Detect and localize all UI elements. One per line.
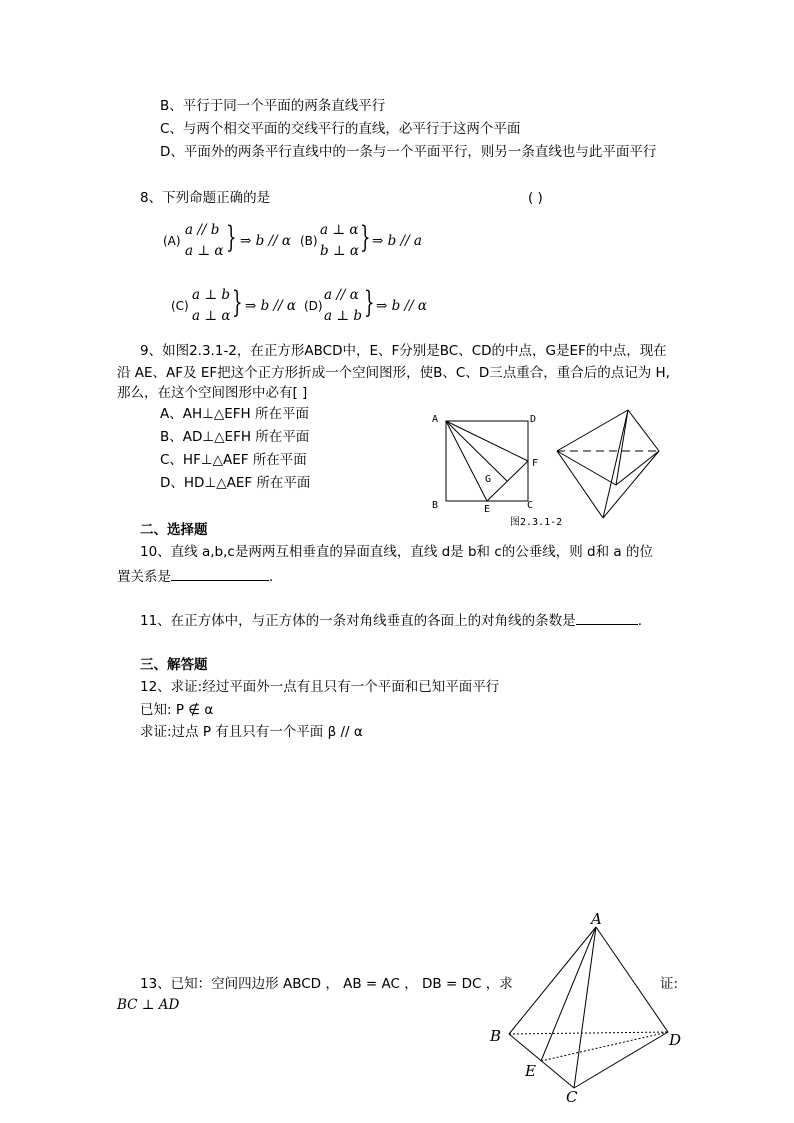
q13-line-1-end: 证:: [660, 976, 679, 992]
figure-label-g: G: [485, 474, 492, 485]
q8-option-premise-1: a // α: [324, 287, 359, 303]
q9-option-b: B、AD⊥△EFH 所在平面: [160, 429, 310, 445]
q11-suffix: .: [637, 613, 642, 629]
q9-option-d: D、HD⊥△AEF 所在平面: [160, 475, 311, 491]
q8-option-conclusion: ⇒ b // α: [245, 298, 297, 314]
q9-stem-line-2: 沿 AE、AF及 EF把这个正方形折成一个空间图形，使B、C、D三点重合，重合后的点记为 H,: [117, 365, 670, 381]
q8-option-premise-2: b ⊥ α: [320, 243, 360, 259]
q10-prefix: 置关系是: [117, 569, 171, 585]
figure-label-f: F: [532, 458, 539, 469]
q13-figure-label-b: B: [490, 1027, 502, 1045]
q8-stem: 8、下列命题正确的是: [140, 190, 271, 206]
q10-line-1: 10、直线 a,b,c是两两互相垂直的异面直线，直线 d是 b和 c的公垂线，则 d和 a 的位: [140, 544, 653, 560]
q8-answer-paren: ( ): [528, 190, 543, 206]
q8-option-conclusion: ⇒ b // a: [372, 233, 422, 249]
q12-statement: 12、求证:经过平面外一点有且只有一个平面和已知平面平行: [140, 679, 500, 695]
q7-option-d: D、平面外的两条平行直线中的一条与一个平面平行，则另一条直线也与此平面平行: [160, 144, 657, 160]
q8-option-premise-1: a ⊥ α: [320, 222, 359, 238]
q13-line-1: 13、已知：空间四边形 ABCD ， AB = AC ， DB = DC ，求: [140, 976, 513, 992]
q13-figure-label-a: A: [591, 910, 602, 928]
q13-figure-label-d: D: [669, 1031, 682, 1049]
figure-label-b: B: [432, 500, 439, 511]
q8-option-label: (B): [300, 234, 318, 248]
q12-given: 已知: P ∉ α: [140, 702, 214, 718]
brace-icon: }: [360, 220, 371, 255]
q9-option-a: A、AH⊥△EFH 所在平面: [160, 406, 310, 422]
section-3-title: 三、解答题: [140, 657, 208, 673]
figure-label-d: D: [530, 414, 537, 425]
q8-option-conclusion: ⇒ b // α: [240, 233, 292, 249]
q11-prefix: 11、在正方体中，与正方体的一条对角线垂直的各面上的对角线的条数是: [140, 613, 576, 629]
q8-option-premise-2: a ⊥ α: [192, 308, 231, 324]
q8-option-premise-2: a ⊥ b: [324, 308, 362, 324]
figure-label-a: A: [432, 414, 439, 425]
q8-option-premise-1: a // b: [185, 222, 220, 238]
q12-to-prove: 求证:过点 P 有且只有一个平面 β // α: [140, 724, 363, 740]
q8-option-label: (D): [304, 299, 323, 313]
figure-label-c: C: [527, 500, 534, 511]
q13-line-2: BC ⊥ AD: [117, 997, 180, 1013]
q9-stem-line-1: 9、如图2.3.1-2，在正方形ABCD中，E、F分别是BC、CD的中点，G是EF的中点，现在: [140, 343, 667, 359]
q8-option-conclusion: ⇒ b // α: [376, 298, 428, 314]
q8-option-label: (A): [163, 234, 181, 248]
q8-option-label: (C): [171, 299, 189, 313]
figure-label-e: E: [484, 504, 491, 515]
q8-option-premise-2: a ⊥ α: [185, 243, 224, 259]
q7-option-c: C、与两个相交平面的交线平行的直线，必平行于这两个平面: [160, 121, 521, 137]
q13-figure-label-c: C: [566, 1088, 578, 1106]
q7-option-b: B、平行于同一个平面的两条直线平行: [160, 98, 386, 114]
section-2-title: 二、选择题: [140, 522, 208, 538]
figure-caption: 图2.3.1-2: [510, 517, 563, 528]
brace-icon: }: [232, 285, 243, 320]
q13-figure-label-e: E: [525, 1062, 536, 1080]
q8-option-premise-1: a ⊥ b: [192, 287, 230, 303]
q9-option-c: C、HF⊥△AEF 所在平面: [160, 452, 307, 468]
q10-suffix: .: [269, 569, 274, 585]
brace-icon: }: [364, 285, 375, 320]
q9-stem-line-3: 那么，在这个空间图形中必有[ ]: [117, 385, 308, 401]
brace-icon: }: [226, 220, 237, 255]
